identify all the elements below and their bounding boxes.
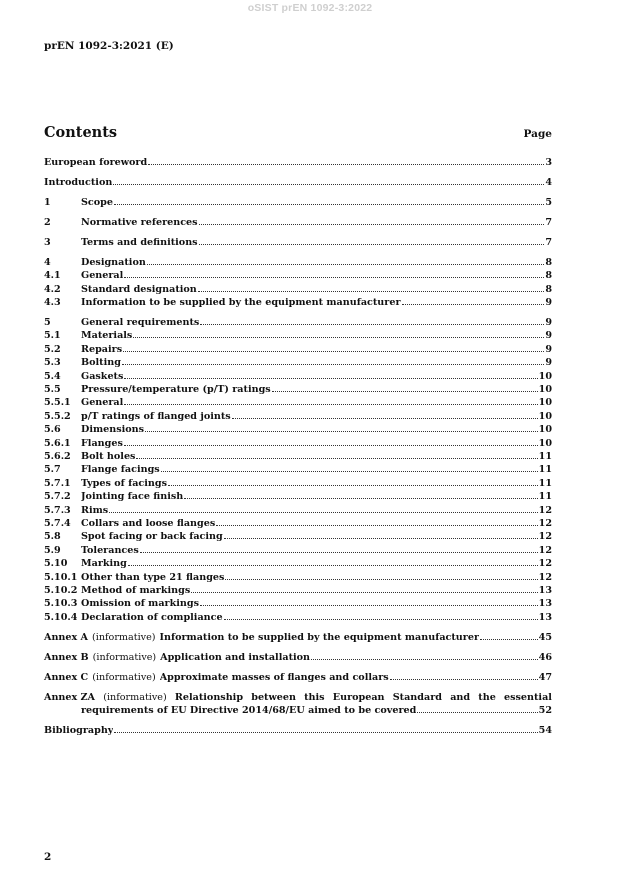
dot-leader	[225, 579, 537, 580]
dot-leader	[140, 552, 538, 553]
toc-entry-number: 5.3	[44, 357, 61, 369]
toc-entry-title: p/T ratings of flanged joints	[81, 410, 231, 422]
toc-entry[interactable]	[44, 283, 552, 296]
toc-entry-title: Flanges	[81, 437, 123, 449]
toc-entry-title: Collars and loose flanges	[81, 517, 216, 529]
dot-leader	[128, 565, 538, 566]
annex-title: Application and installation	[160, 651, 311, 663]
toc-entry-number: 3	[44, 236, 51, 248]
dot-leader	[216, 525, 537, 526]
toc-entry-number: 5.6	[44, 424, 61, 436]
toc-entry[interactable]	[44, 597, 552, 610]
toc-entry-annex[interactable]	[44, 631, 552, 644]
annex-za-word: Relationship	[174, 691, 244, 703]
toc-entry-page: 8	[545, 256, 552, 268]
toc-entry-title: Types of facings	[81, 477, 167, 489]
toc-entry-number: 5.10	[44, 558, 68, 570]
annex-za-word: European	[332, 691, 385, 703]
toc-entry-page: 13	[538, 598, 552, 610]
annex-list	[44, 631, 552, 684]
toc-entry-page: 4	[545, 176, 552, 188]
toc-entry-number: 5.5	[44, 384, 61, 396]
toc-entry[interactable]	[44, 504, 552, 517]
toc-entry-page: 11	[538, 464, 552, 476]
toc-entry[interactable]	[44, 437, 552, 450]
dot-leader	[109, 512, 537, 513]
toc-entry-title: General	[81, 397, 124, 409]
annex-za-word: and	[450, 691, 471, 703]
annex-info: (informative)	[92, 631, 156, 643]
toc-entry[interactable]	[44, 256, 552, 269]
toc-entry-page: 10	[538, 424, 552, 436]
annex-za-line1	[44, 691, 552, 704]
annex-za-word: the	[478, 691, 496, 703]
toc-entry-page: 9	[545, 330, 552, 342]
toc-entry-title: Gaskets	[81, 370, 124, 382]
annex-za-title-cont: requirements of EU Directive 2014/68/EU aimed to be covered	[81, 705, 417, 717]
dot-leader	[224, 619, 538, 620]
toc-entry-page: 7	[545, 236, 552, 248]
dot-leader	[199, 244, 545, 245]
dot-leader	[161, 471, 538, 472]
dot-leader	[417, 712, 537, 713]
annex-page: 47	[538, 671, 552, 683]
toc-entry[interactable]	[44, 156, 552, 169]
toc-entry[interactable]	[44, 269, 552, 282]
dot-leader	[311, 659, 538, 660]
annex-za-word: between	[251, 691, 296, 703]
dot-leader	[124, 404, 537, 405]
annex-za-word: this	[304, 691, 325, 703]
dot-leader	[133, 337, 544, 338]
toc-entry-title: Normative references	[81, 216, 198, 228]
dot-leader	[200, 324, 544, 325]
toc-entry-title: Repairs	[81, 343, 123, 355]
toc-entry[interactable]	[44, 544, 552, 557]
dot-leader	[124, 277, 544, 278]
toc-entry[interactable]	[44, 517, 552, 530]
toc-entry[interactable]	[44, 236, 552, 249]
toc-entry-title: European foreword	[44, 157, 148, 168]
toc-entry-number: 5.2	[44, 343, 61, 355]
toc-entry[interactable]	[44, 410, 552, 423]
toc-entry-title: Marking	[81, 558, 127, 570]
toc-entry-page: 10	[538, 397, 552, 409]
dot-leader	[114, 732, 537, 733]
toc-entry[interactable]	[44, 329, 552, 342]
annex-title: Approximate masses of flanges and collars	[159, 671, 389, 683]
toc-entry-number: 5.4	[44, 370, 61, 382]
toc-entry-title: Standard designation	[81, 283, 197, 295]
toc-entry[interactable]	[44, 477, 552, 490]
document-id: prEN 1092-3:2021 (E)	[44, 40, 174, 52]
toc-entry-page: 3	[545, 157, 552, 168]
toc-entry-title: Dimensions	[81, 424, 145, 436]
toc-entry-page: 8	[545, 283, 552, 295]
toc-entry-number: 5.10.4	[44, 611, 78, 623]
dot-leader	[191, 592, 537, 593]
dot-leader	[402, 304, 545, 305]
toc-entry-title: General	[81, 270, 124, 282]
toc-entry-title: Designation	[81, 256, 146, 268]
toc-entry-annex-za[interactable]	[44, 691, 552, 718]
toc-entry-title: Bolt holes	[81, 450, 136, 462]
dot-leader	[390, 679, 538, 680]
toc-entry-annex[interactable]	[44, 651, 552, 664]
toc-entry-page: 5	[545, 196, 552, 208]
toc-entry-title: General requirements	[81, 317, 200, 329]
toc-entry-page: 11	[538, 450, 552, 462]
toc-entry-title: Declaration of compliance	[81, 611, 223, 623]
toc-entry-number: 5.9	[44, 544, 61, 556]
toc-entry-number: 5.7.4	[44, 517, 71, 529]
toc-entry[interactable]	[44, 356, 552, 369]
toc-entries	[44, 156, 552, 624]
toc-entry-annex[interactable]	[44, 671, 552, 684]
toc-entry-title: Introduction	[44, 176, 113, 188]
toc-entry-number: 4.2	[44, 283, 61, 295]
toc-entry-title: Pressure/temperature (p/T) ratings	[81, 384, 271, 396]
dot-leader	[232, 418, 538, 419]
toc-entry-page: 12	[538, 504, 552, 516]
toc-entry-page: 13	[538, 584, 552, 596]
toc-entry-page: 12	[538, 558, 552, 570]
annex-label: Annex B	[44, 651, 89, 663]
toc-entry-page: 9	[545, 343, 552, 355]
annex-info: (informative)	[92, 651, 157, 663]
toc-entry-number: 5.6.1	[44, 437, 71, 449]
table-of-contents	[44, 156, 552, 737]
annex-za-label: Annex ZA	[44, 691, 96, 703]
dot-leader	[272, 391, 538, 392]
toc-entry-number: 5.7.1	[44, 477, 71, 489]
toc-entry-number: 5.7.3	[44, 504, 71, 516]
toc-entry-number: 5	[44, 317, 51, 329]
toc-entry-page: 11	[538, 491, 552, 503]
annex-info: (informative)	[92, 671, 156, 683]
toc-entry-page: 12	[538, 544, 552, 556]
annex-za-info: (informative)	[103, 691, 167, 703]
dot-leader	[224, 538, 538, 539]
toc-entry[interactable]	[44, 584, 552, 597]
toc-entry-number: 5.7	[44, 464, 61, 476]
toc-entry-number: 1	[44, 196, 51, 208]
toc-entry-title: Terms and definitions	[81, 236, 198, 248]
toc-entry-title: Tolerances	[81, 544, 139, 556]
toc-entry-title: Bolting	[81, 357, 121, 369]
annex-page: 46	[538, 651, 552, 663]
toc-entry[interactable]	[44, 196, 552, 209]
toc-entry-page: 13	[538, 611, 552, 623]
dot-leader	[199, 224, 545, 225]
toc-entry-page: 11	[538, 477, 552, 489]
dot-leader	[124, 445, 538, 446]
toc-entry-page: 10	[538, 437, 552, 449]
dot-leader	[480, 639, 538, 640]
dot-leader	[124, 378, 537, 379]
toc-entry-number: 5.6.2	[44, 450, 71, 462]
toc-entry[interactable]	[44, 423, 552, 436]
dot-leader	[200, 605, 538, 606]
dot-leader	[123, 351, 544, 352]
toc-entry[interactable]	[44, 530, 552, 543]
toc-entry-number: 4	[44, 256, 51, 268]
toc-entry-title: Information to be supplied by the equipment manufacturer	[81, 297, 401, 309]
toc-entry-number: 5.5.1	[44, 397, 71, 409]
toc-entry-title: Other than type 21 flanges	[81, 571, 225, 583]
toc-entry-page: 12	[538, 517, 552, 529]
dot-leader	[113, 184, 544, 185]
toc-entry-title: Spot facing or back facing	[81, 531, 223, 543]
toc-entry-page: 10	[538, 410, 552, 422]
toc-entry-title: Jointing face finish	[81, 491, 184, 503]
dot-leader	[114, 204, 544, 205]
toc-entry-number: 5.10.2	[44, 584, 78, 596]
annex-za-word: Standard	[392, 691, 442, 703]
dot-leader	[148, 164, 544, 165]
toc-entry-page: 12	[538, 571, 552, 583]
toc-entry-page: 9	[545, 357, 552, 369]
toc-entry-number: 5.10.3	[44, 598, 78, 610]
contents-heading: Contents	[44, 124, 118, 141]
toc-entry-page: 12	[538, 531, 552, 543]
dot-leader	[184, 498, 537, 499]
toc-entry[interactable]	[44, 611, 552, 624]
toc-entry[interactable]	[44, 216, 552, 229]
toc-entry[interactable]	[44, 571, 552, 584]
toc-entry-number: 2	[44, 216, 51, 228]
toc-entry-page: 7	[545, 216, 552, 228]
dot-leader	[136, 458, 537, 459]
dot-leader	[145, 431, 538, 432]
annex-za-word: essential	[504, 691, 552, 703]
toc-entry-title: Rims	[81, 504, 109, 516]
toc-entry-number: 5.8	[44, 531, 61, 543]
footer-page-number: 2	[44, 851, 52, 863]
annex-za-page: 52	[538, 705, 552, 717]
toc-entry[interactable]	[44, 396, 552, 409]
toc-entry[interactable]	[44, 343, 552, 356]
annex-label: Annex C	[44, 671, 89, 683]
toc-entry[interactable]	[44, 557, 552, 570]
toc-entry[interactable]	[44, 450, 552, 463]
toc-entry-page: 10	[538, 370, 552, 382]
dot-leader	[122, 364, 544, 365]
annex-label: Annex A	[44, 631, 89, 643]
toc-entry-number: 5.5.2	[44, 410, 71, 422]
dot-leader	[147, 264, 544, 265]
dot-leader	[168, 485, 538, 486]
toc-entry-number: 4.1	[44, 270, 61, 282]
toc-entry-page: 9	[545, 317, 552, 329]
toc-entry-title: Scope	[81, 196, 113, 208]
toc-entry-page: 10	[538, 384, 552, 396]
toc-entry[interactable]	[44, 296, 552, 309]
toc-entry[interactable]	[44, 383, 552, 396]
dot-leader	[198, 291, 545, 292]
toc-entry-number: 5.10.1	[44, 571, 78, 583]
toc-entry-title: Method of markings	[81, 584, 191, 596]
watermark: oSIST prEN 1092-3:2022	[247, 2, 373, 14]
annex-za-line2	[44, 704, 552, 717]
toc-entry-title: Omission of markings	[81, 598, 199, 610]
toc-entry[interactable]	[44, 490, 552, 503]
toc-entry-page: 8	[545, 270, 552, 282]
toc-entry[interactable]	[44, 463, 552, 476]
annex-title: Information to be supplied by the equipment manufacturer	[159, 631, 479, 643]
toc-entry[interactable]	[44, 176, 552, 189]
toc-entry-number: 5.1	[44, 330, 61, 342]
toc-entry-page: 9	[545, 297, 552, 309]
toc-entry-number: 5.7.2	[44, 491, 71, 503]
toc-entry[interactable]	[44, 316, 552, 329]
toc-entry[interactable]	[44, 370, 552, 383]
toc-entry-number: 4.3	[44, 297, 61, 309]
toc-entry-title: Materials	[81, 330, 133, 342]
annex-page: 45	[538, 631, 552, 643]
toc-entry-title: Flange facings	[81, 464, 160, 476]
bibliography-page: 54	[538, 725, 552, 737]
toc-entry-bibliography[interactable]	[44, 724, 552, 737]
bibliography-title: Bibliography	[44, 725, 114, 737]
page-column-heading: Page	[523, 128, 552, 140]
